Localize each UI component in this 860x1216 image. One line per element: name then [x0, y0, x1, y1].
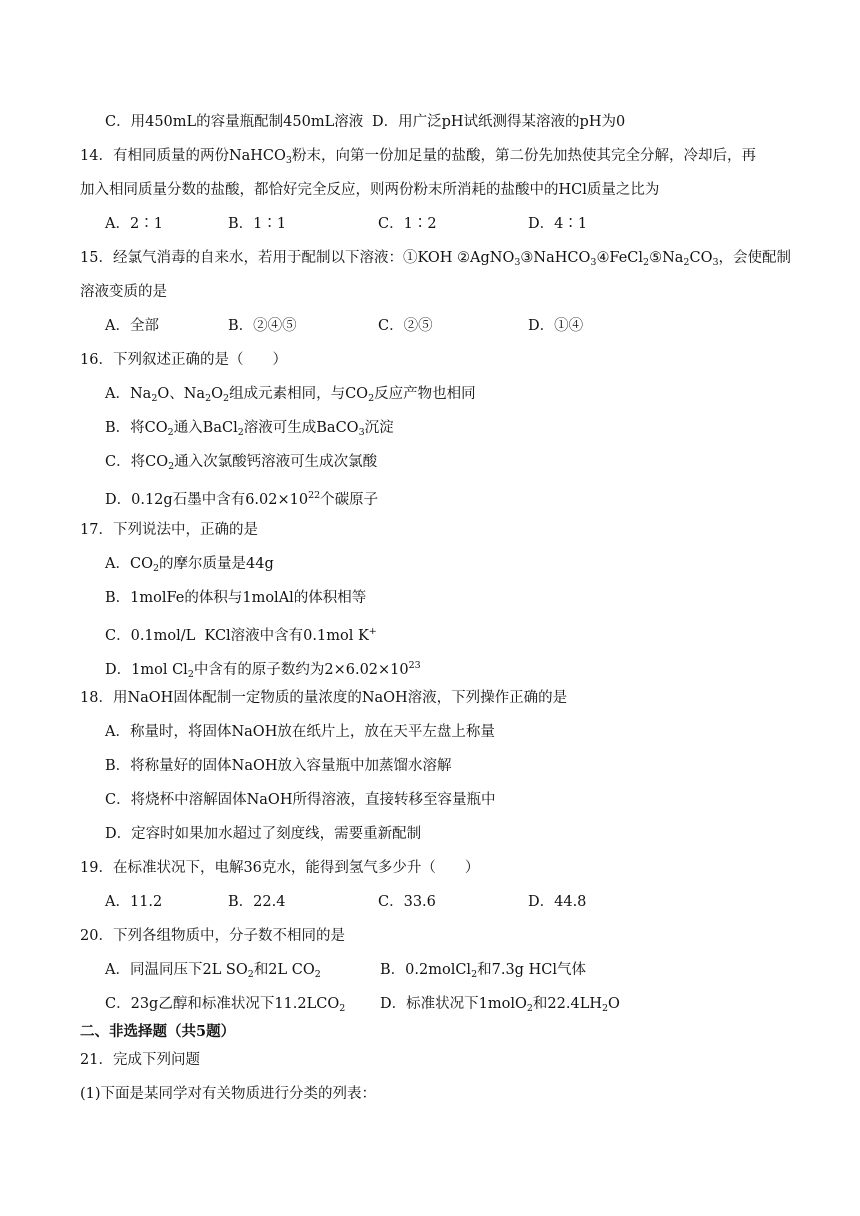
- q19-stem: 19．在标准状况下，电解36克水，能得到氢气多少升（ ）: [80, 860, 480, 876]
- q16-option-a: A．$Na_2O$、$Na_2O_2$组成元素相同，与$CO_2$反应产物也相同: [105, 386, 476, 404]
- q17-option-d: D．1mol $Cl_2$中含有的原子数约为$2\times 6.02\times 10^{23}$: [105, 660, 421, 680]
- q16-stem: 16．下列叙述正确的是（ ）: [80, 352, 287, 368]
- q20-option-a: A．同温同压下2L $SO_2$和2L $CO_2$: [105, 962, 321, 980]
- q21-sub1: (1)下面是某同学对有关物质进行分类的列表：: [80, 1086, 377, 1102]
- q15-option-d: D．①④: [528, 318, 584, 334]
- q19-option-c: C．33.6: [378, 894, 436, 910]
- q13-option-c: C．用450mL的容量瓶配制450mL溶液: [105, 114, 364, 130]
- q19-option-d: D．44.8: [528, 894, 587, 910]
- q16-option-b: B．将$CO_2$通入BaCl$_2$溶液可生成BaCO$_3$沉淀: [105, 420, 394, 438]
- section-heading: 二、非选择题（共5题）: [80, 1023, 236, 1040]
- q21-stem: 21．完成下列问题: [80, 1052, 200, 1068]
- q19-option-b: B．22.4: [228, 894, 286, 910]
- q14-option-d: D．4∶1: [528, 216, 588, 232]
- q18-stem: 18．用NaOH固体配制一定物质的量浓度的NaOH溶液，下列操作正确的是: [80, 690, 568, 706]
- q14-option-a: A．2∶1: [105, 216, 163, 232]
- q16-option-d: D．0.12g石墨中含有$6.02\times 10^{22}$个碳原子: [105, 490, 379, 508]
- q15-option-c: C．②⑤: [378, 318, 433, 334]
- q18-option-a: A．称量时，将固体NaOH放在纸片上，放在天平左盘上称量: [105, 724, 495, 740]
- q14-stem-line2: 加入相同质量分数的盐酸，都恰好完全反应，则两份粉末所消耗的盐酸中的HCl质量之比为: [80, 182, 660, 198]
- q17-option-c: C．0.1mol/L KCl溶液中含有0.1mol K+: [105, 626, 377, 644]
- q20-option-b: B．0.2molCl$_2$和7.3g HCl气体: [380, 962, 586, 980]
- q20-option-c: C．23g乙醇和标准状况下$11.2LCO_2$: [105, 996, 346, 1014]
- q19-option-a: A．11.2: [105, 894, 163, 910]
- q20-option-d: D．标准状况下1molO$_2$和$22.4LH_2O$: [380, 996, 620, 1014]
- q18-option-c: C．将烧杯中溶解固体NaOH所得溶液，直接转移至容量瓶中: [105, 792, 496, 808]
- q14-option-b: B．1∶1: [228, 216, 287, 232]
- q20-stem: 20．下列各组物质中，分子数不相同的是: [80, 928, 345, 944]
- q15-stem-line1: 15．经氯气消毒的自来水，若用于配制以下溶液：①KOH $②AgNO_3③NaHCO_3④FeCl_2⑤Na_2CO_3$，会使配制: [80, 250, 791, 268]
- q17-option-b: B．1molFe的体积与1molAl的体积相等: [105, 590, 367, 606]
- q15-stem-line2: 溶液变质的是: [80, 284, 167, 300]
- q16-option-c: C．将$CO_2$通入次氯酸钙溶液可生成次氯酸: [105, 454, 378, 472]
- q18-option-b: B．将称量好的固体NaOH放入容量瓶中加蒸馏水溶解: [105, 758, 452, 774]
- q15-option-b: B．②④⑤: [228, 318, 297, 334]
- q17-option-a: A．$CO_2$的摩尔质量是44g: [105, 556, 274, 574]
- q14-stem-line1: 14．有相同质量的两份NaHCO$_3$粉末，向第一份加足量的盐酸，第二份先加热使其完全分解，冷却后，再: [80, 148, 756, 166]
- q13-option-d: D．用广泛pH试纸测得某溶液的pH为0: [372, 114, 626, 130]
- q15-option-a: A．全部: [105, 318, 159, 334]
- q18-option-d: D．定容时如果加水超过了刻度线，需要重新配制: [105, 826, 422, 842]
- q17-stem: 17．下列说法中，正确的是: [80, 522, 258, 538]
- q14-option-c: C．1∶2: [378, 216, 437, 232]
